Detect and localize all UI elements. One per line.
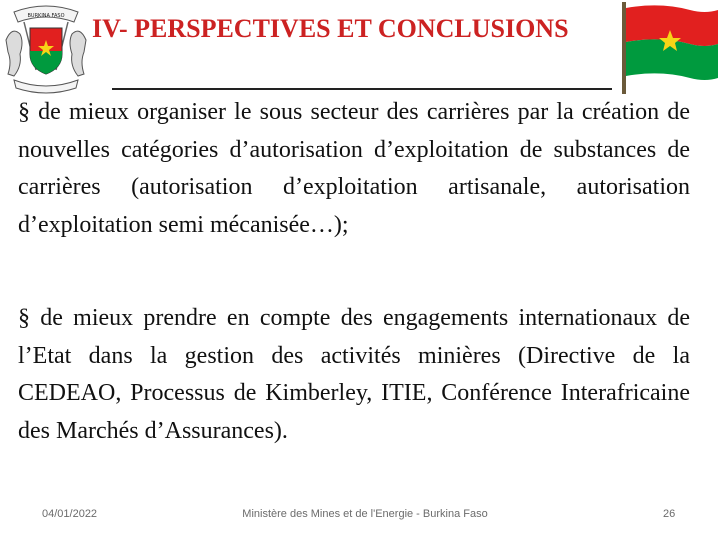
title-underline xyxy=(112,88,612,90)
bullet-paragraph-2: § de mieux prendre en compte des engagements internationaux de l’Etat dans la gestion des activités minières (Directive de la CEDEAO, Processus de Kimberley, ITIE, Conférence Interafricaine des Marchés d’Assurances). xyxy=(18,305,690,444)
footer-date: 04/01/2022 xyxy=(42,508,98,520)
coat-of-arms-icon xyxy=(0,0,92,96)
bullet-paragraph-1: § de mieux organiser le sous secteur des carrières par la création de nouvelles catégories d’autorisation d’exploitation de substances de carrières (autorisation d’exploitation artisanale, autorisation d’exploitation semi mécanisée…); xyxy=(18,99,690,238)
slide-title: IV- PERSPECTIVES ET CONCLUSIONS xyxy=(92,14,569,43)
emblem-banner-text: BURKINA FASO xyxy=(27,13,65,19)
footer-page-number: 26 xyxy=(663,508,676,520)
footer-organization: Ministère des Mines et de l'Energie - Burkina Faso xyxy=(242,508,488,520)
burkina-faso-flag-icon xyxy=(620,2,720,94)
